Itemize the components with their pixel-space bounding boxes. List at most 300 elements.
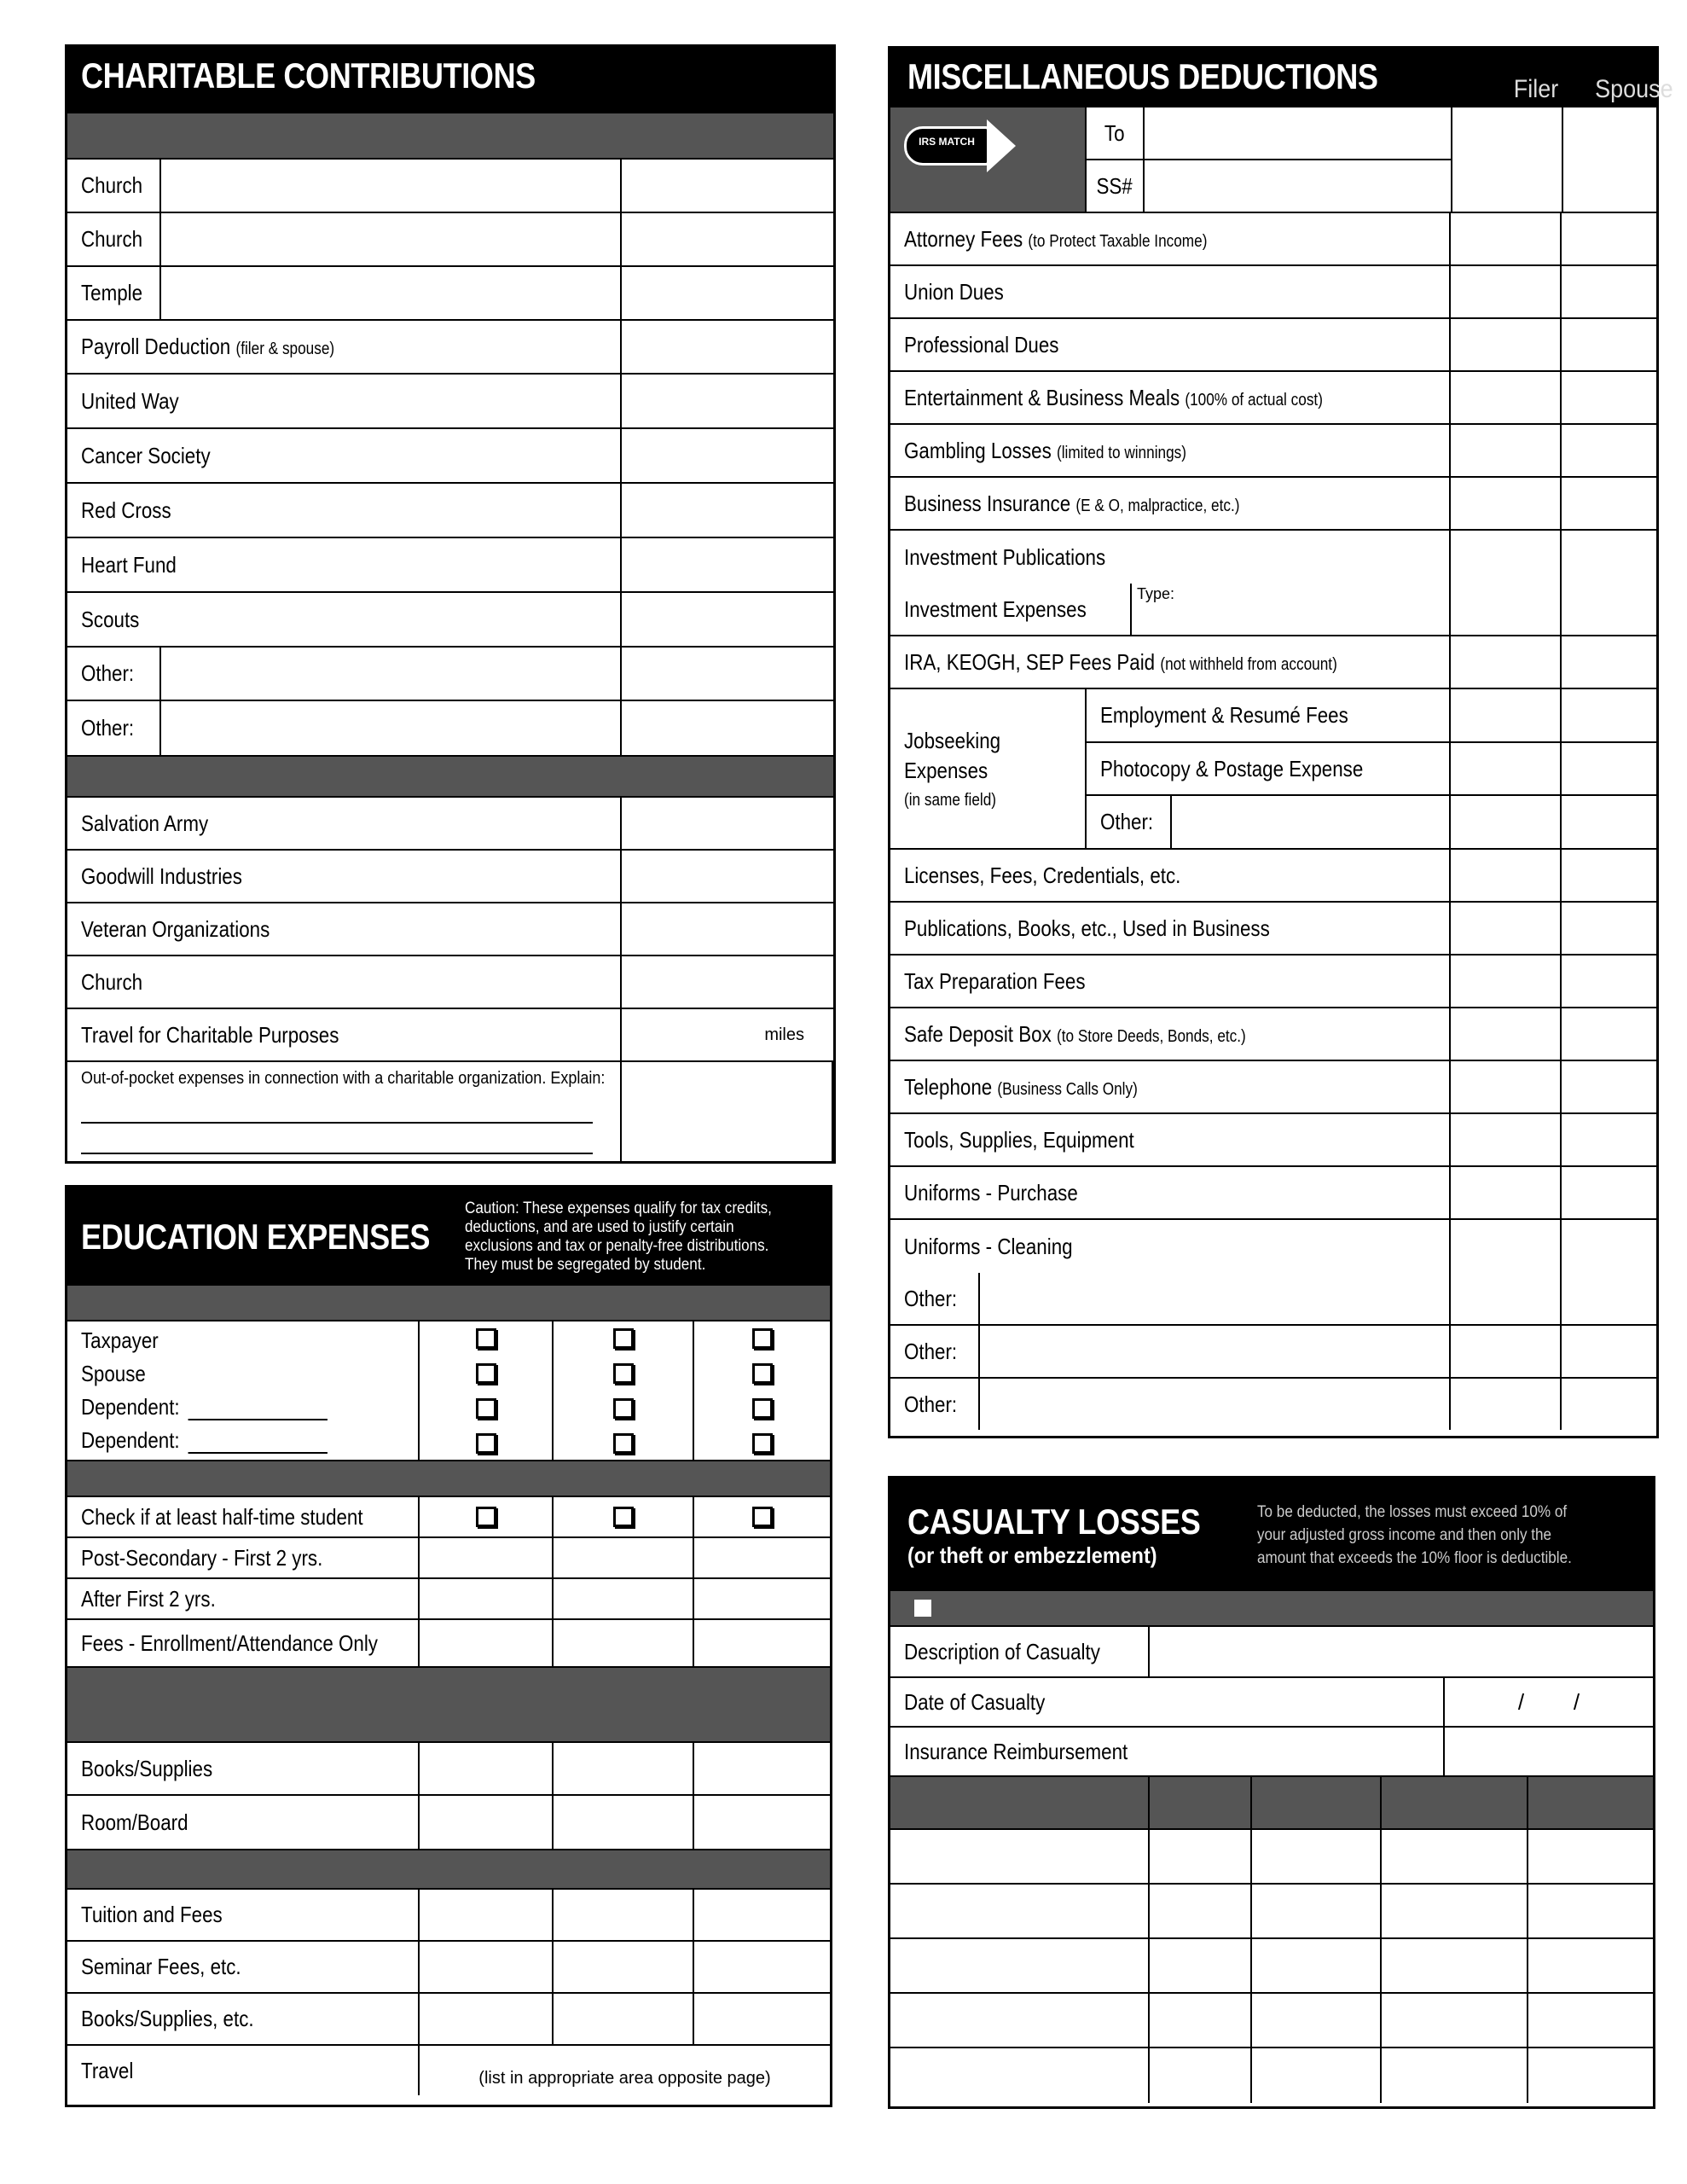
misc-deduction-label: Investment Publications — [904, 543, 1106, 570]
church-row-1 — [67, 160, 833, 213]
filer-amount-field[interactable] — [1451, 850, 1562, 901]
spouse-amount-field[interactable] — [1562, 1061, 1656, 1112]
misc-deduction-note: (100% of actual cost) — [1185, 390, 1323, 410]
spouse-amount-field[interactable] — [1562, 1114, 1656, 1165]
misc-deduction-label: Uniforms - Purchase — [904, 1179, 1078, 1205]
misc-other-label: Other: — [904, 1338, 958, 1364]
oop-explain-line[interactable] — [81, 1122, 593, 1124]
org-row — [67, 484, 833, 538]
filer-amount-field[interactable] — [1451, 425, 1562, 476]
spouse-amount-field[interactable] — [1562, 1273, 1656, 1324]
level-field[interactable] — [554, 1620, 694, 1666]
spouse-amount-field[interactable] — [1562, 636, 1656, 688]
job-row — [67, 1942, 830, 1994]
spouse-amount-field[interactable] — [1562, 903, 1656, 954]
filer-amount-field[interactable] — [1451, 1008, 1562, 1060]
church-label: Church — [81, 226, 143, 252]
misc-title: MISCELLANEOUS DEDUCTIONS — [907, 56, 1378, 96]
spouse-amount-field[interactable] — [1562, 372, 1656, 423]
misc-deduction-row — [890, 1061, 1656, 1114]
insurance-reimbursement-row — [890, 1728, 1653, 1777]
level-field[interactable] — [694, 1538, 830, 1577]
spouse-amount-field[interactable] — [1562, 743, 1656, 795]
ira-fees-note: (not withheld from account) — [1160, 654, 1337, 674]
spouse-amount-field[interactable] — [1562, 584, 1656, 635]
travel-label: Travel — [81, 2057, 134, 2083]
jobseeking-row — [890, 689, 1656, 850]
level-label: After First 2 yrs. — [81, 1585, 216, 1612]
misc-deduction-label: Tax Preparation Fees — [904, 967, 1086, 994]
other-label: Other: — [81, 660, 135, 686]
casualty-item-field[interactable] — [890, 1994, 1150, 2047]
noncash-amount-field[interactable] — [622, 851, 833, 902]
spouse-amount-field[interactable] — [1562, 689, 1656, 741]
supplies-row — [67, 1796, 830, 1849]
casualty-losses-section — [888, 1476, 1655, 2109]
supplies-field[interactable] — [420, 1796, 554, 1849]
irs-match-label: IRS MATCH — [919, 136, 975, 148]
student-checkbox-column — [694, 1321, 830, 1460]
travel-miles-field[interactable] — [622, 1009, 833, 1060]
church-amount-field[interactable] — [622, 160, 833, 212]
org-amount-field[interactable] — [622, 538, 833, 591]
supplies-field[interactable] — [694, 1796, 830, 1849]
job-field[interactable] — [554, 1890, 694, 1940]
misc-deduction-row — [890, 1008, 1656, 1061]
spouse-amount-field[interactable] — [1562, 1008, 1656, 1060]
casualty-item-row — [890, 2048, 1653, 2103]
job-field[interactable] — [694, 1942, 830, 1992]
casualty-item-field[interactable] — [890, 1830, 1150, 1883]
noncash-amount-field[interactable] — [622, 956, 833, 1008]
misc-deduction-label: Safe Deposit Box — [904, 1020, 1052, 1047]
filer-amount-field[interactable] — [1451, 689, 1562, 741]
org-row — [67, 429, 833, 484]
org-amount-field[interactable] — [622, 429, 833, 482]
supplies-row — [67, 1743, 830, 1796]
student-checkbox[interactable] — [752, 1328, 773, 1349]
student-checkbox[interactable] — [476, 1363, 496, 1384]
investment-type-field[interactable] — [1132, 584, 1451, 635]
level-field[interactable] — [420, 1538, 554, 1577]
other-row — [67, 648, 833, 701]
misc-deduction-row — [890, 213, 1656, 266]
noncash-amount-field[interactable] — [622, 798, 833, 849]
other-label: Other: — [81, 715, 135, 741]
casualty-item-field[interactable] — [1528, 1885, 1653, 1937]
casualty-item-field[interactable] — [1150, 1939, 1252, 1992]
spouse-label: Spouse — [81, 1361, 146, 1386]
church-name-field[interactable] — [161, 213, 622, 265]
casualty-subheader — [890, 1591, 1653, 1627]
casualty-item-field[interactable] — [1252, 1830, 1382, 1883]
charitable-title: CHARITABLE CONTRIBUTIONS — [81, 55, 536, 96]
supplies-field[interactable] — [420, 1743, 554, 1794]
date-separators: / / — [1517, 1688, 1580, 1715]
education-title: EDUCATION EXPENSES — [81, 1216, 431, 1257]
insurance-reimbursement-label: Insurance Reimbursement — [904, 1738, 1128, 1764]
travel-label: Travel for Charitable Purposes — [81, 1021, 339, 1048]
filer-amount-field[interactable] — [1452, 107, 1563, 212]
misc-deduction-label: Business Insurance — [904, 490, 1071, 516]
filer-amount-field[interactable] — [1451, 1326, 1562, 1377]
job-field[interactable] — [694, 1890, 830, 1940]
misc-deduction-row — [890, 478, 1656, 531]
casualty-item-field[interactable] — [1528, 2048, 1653, 2103]
misc-deduction-label: Entertainment & Business Meals — [904, 384, 1180, 410]
casualty-item-row — [890, 1939, 1653, 1994]
org-row — [67, 375, 833, 429]
misc-deduction-row — [890, 266, 1656, 319]
church-label: Church — [81, 172, 143, 198]
misc-deduction-label: Uniforms - Cleaning — [904, 1233, 1073, 1259]
payroll-note: (filer & spouse) — [235, 340, 335, 358]
filer-amount-field[interactable] — [1451, 796, 1562, 848]
job-field[interactable] — [420, 1942, 554, 1992]
level-field[interactable] — [420, 1579, 554, 1618]
org-label: Scouts — [81, 606, 140, 632]
casualty-table-header — [890, 1777, 1653, 1830]
misc-deduction-row — [890, 1220, 1656, 1273]
casualty-description-row — [890, 1627, 1653, 1678]
casualty-item-field[interactable] — [890, 1885, 1150, 1937]
other-amount-field[interactable] — [622, 701, 833, 755]
casualty-item-field[interactable] — [1252, 1885, 1382, 1937]
misc-deduction-label: Gambling Losses — [904, 437, 1052, 463]
misc-deduction-row — [890, 531, 1656, 584]
student-checkbox[interactable] — [613, 1398, 634, 1419]
irs-match-arrow-icon — [904, 126, 989, 166]
misc-deduction-note: (E & O, malpractice, etc.) — [1075, 496, 1240, 515]
org-amount-field[interactable] — [622, 593, 833, 646]
misc-deduction-label: Telephone — [904, 1073, 993, 1100]
casualty-item-field[interactable] — [1382, 2048, 1528, 2103]
education-header — [67, 1188, 830, 1286]
casualty-col-header — [1382, 1777, 1528, 1828]
filer-amount-field[interactable] — [1451, 372, 1562, 423]
oop-label: Out-of-pocket expenses in connection with a charitable organization. Explain: — [81, 1069, 606, 1088]
student-row — [67, 1321, 830, 1461]
charitable-header — [67, 47, 833, 113]
spouse-amount-field[interactable] — [1562, 956, 1656, 1007]
filer-amount-field[interactable] — [1451, 1379, 1562, 1430]
education-subheader — [67, 1286, 830, 1321]
level-field[interactable] — [694, 1579, 830, 1618]
casualty-item-field[interactable] — [1528, 1939, 1653, 1992]
casualty-col-header — [1150, 1777, 1252, 1828]
job-field[interactable] — [420, 1994, 554, 2044]
casualty-checkbox[interactable] — [914, 1600, 931, 1617]
misc-header — [890, 46, 1673, 107]
org-row — [67, 538, 833, 593]
casualty-date-row — [890, 1678, 1653, 1728]
spouse-amount-field[interactable] — [1562, 266, 1656, 317]
misc-deduction-note: (to Protect Taxable Income) — [1028, 231, 1208, 251]
casualty-item-field[interactable] — [1528, 1994, 1653, 2047]
student-checkbox[interactable] — [752, 1398, 773, 1419]
education-subheader-2 — [67, 1461, 830, 1497]
investment-expenses-label: Investment Expenses — [904, 595, 1087, 622]
payee-row — [890, 107, 1656, 213]
payee-to-field[interactable] — [1145, 107, 1451, 159]
job-label: Tuition and Fees — [81, 1902, 223, 1927]
casualty-item-field[interactable] — [1150, 2048, 1252, 2103]
job-row — [67, 1890, 830, 1942]
level-label: Post-Secondary - First 2 yrs. — [81, 1544, 323, 1571]
filer-amount-field[interactable] — [1451, 213, 1562, 264]
spouse-amount-field[interactable] — [1562, 531, 1656, 584]
casualty-date-label: Date of Casualty — [904, 1688, 1046, 1715]
misc-deduction-label: Tools, Supplies, Equipment — [904, 1126, 1134, 1153]
dependent-name-line[interactable] — [188, 1419, 328, 1420]
misc-deduction-label: Publications, Books, etc., Used in Business — [904, 915, 1270, 941]
misc-deduction-label: Licenses, Fees, Credentials, etc. — [904, 862, 1181, 888]
payroll-amount-field[interactable] — [622, 321, 833, 373]
dependent-name-line[interactable] — [188, 1452, 328, 1454]
education-caution: Caution: These expenses qualify for tax credits, deductions, and are used to justify certain exclusions and tax or penalty-free distributions. They must be segregated by student. — [465, 1199, 772, 1274]
other-row — [67, 701, 833, 755]
casualty-item-field[interactable] — [1382, 1994, 1528, 2047]
org-amount-field[interactable] — [622, 484, 833, 537]
filer-amount-field[interactable] — [1451, 584, 1562, 635]
filer-amount-field[interactable] — [1451, 743, 1562, 795]
spouse-amount-field[interactable] — [1562, 850, 1656, 901]
org-label: Heart Fund — [81, 551, 177, 578]
supplies-field[interactable] — [554, 1743, 694, 1794]
insurance-reimbursement-field[interactable] — [1445, 1728, 1653, 1775]
temple-label: Temple — [81, 280, 143, 305]
casualty-item-field[interactable] — [890, 1939, 1150, 1992]
job-row — [67, 1994, 830, 2046]
casualty-subtitle: (or theft or embezzlement) — [907, 1542, 1157, 1568]
casualty-item-field[interactable] — [1150, 1994, 1252, 2047]
dependent-label: Dependent: — [81, 1427, 180, 1453]
oop-explain-line[interactable] — [81, 1153, 593, 1154]
jobseeking-title: Jobseeking — [904, 727, 1001, 753]
student-checkbox[interactable] — [613, 1328, 634, 1349]
job-label: Seminar Fees, etc. — [81, 1954, 241, 1979]
oop-row — [67, 1062, 833, 1162]
casualty-item-field[interactable] — [890, 2048, 1150, 2103]
jobseeking-other-field[interactable] — [1172, 796, 1451, 848]
student-checkbox-column — [554, 1321, 694, 1460]
temple-name-field[interactable] — [161, 267, 622, 319]
spouse-amount-field[interactable] — [1562, 478, 1656, 529]
charitable-subheader — [67, 113, 833, 160]
supplies-field[interactable] — [694, 1743, 830, 1794]
level-field[interactable] — [554, 1579, 694, 1618]
casualty-description-field[interactable] — [1150, 1627, 1653, 1676]
job-field[interactable] — [554, 1994, 694, 2044]
misc-deduction-row — [890, 1167, 1656, 1220]
misc-deduction-note: (Business Calls Only) — [997, 1079, 1138, 1099]
casualty-item-field[interactable] — [1252, 1939, 1382, 1992]
filer-amount-field[interactable] — [1451, 1273, 1562, 1324]
jobseeking-other-label: Other: — [1100, 809, 1154, 835]
type-label: Type: — [1137, 585, 1175, 602]
job-label: Books/Supplies, etc. — [81, 2006, 254, 2031]
supplies-label: Room/Board — [81, 1809, 188, 1835]
temple-row — [67, 267, 833, 321]
misc-deduction-label: Union Dues — [904, 278, 1004, 305]
casualty-item-row — [890, 1885, 1653, 1939]
student-checkbox[interactable] — [752, 1433, 773, 1454]
job-field[interactable] — [420, 1890, 554, 1940]
student-checkbox[interactable] — [613, 1433, 634, 1454]
noncash-label: Church — [81, 968, 143, 995]
misc-deduction-row — [890, 319, 1656, 372]
filer-amount-field[interactable] — [1451, 319, 1562, 370]
filer-amount-field[interactable] — [1451, 1167, 1562, 1218]
casualty-col-header — [1528, 1777, 1653, 1828]
filer-amount-field[interactable] — [1451, 266, 1562, 317]
job-field[interactable] — [554, 1942, 694, 1992]
casualty-item-field[interactable] — [1528, 1830, 1653, 1883]
level-field[interactable] — [694, 1620, 830, 1666]
other-amount-field[interactable] — [622, 648, 833, 700]
filer-amount-field[interactable] — [1451, 956, 1562, 1007]
misc-deduction-row — [890, 1114, 1656, 1167]
casualty-item-field[interactable] — [1150, 1885, 1252, 1937]
filer-label: Filer — [1513, 75, 1559, 103]
spouse-amount-field[interactable] — [1562, 319, 1656, 370]
casualty-item-field[interactable] — [1150, 1830, 1252, 1883]
misc-other-row — [890, 1326, 1656, 1379]
filer-amount-field[interactable] — [1451, 478, 1562, 529]
casualty-item-row — [890, 1830, 1653, 1885]
oop-amount-field[interactable] — [622, 1062, 833, 1162]
casualty-col-header — [1252, 1777, 1382, 1828]
filer-amount-field[interactable] — [1451, 1061, 1562, 1112]
casualty-item-field[interactable] — [1252, 1994, 1382, 2047]
spouse-amount-field[interactable] — [1562, 1326, 1656, 1377]
irs-match-arrowhead-icon — [987, 119, 1016, 172]
halftime-checkbox[interactable] — [476, 1507, 496, 1527]
student-checkbox[interactable] — [613, 1363, 634, 1384]
casualty-note: To be deducted, the losses must exceed 10% of your adjusted gross income and then only the amount that exceeds the 10% floor is deductible. — [1257, 1502, 1572, 1567]
halftime-checkbox[interactable] — [752, 1507, 773, 1527]
misc-other-label: Other: — [904, 1391, 958, 1417]
casualty-col-header — [890, 1777, 1150, 1828]
halftime-checkbox[interactable] — [613, 1507, 634, 1527]
level-row — [67, 1579, 830, 1620]
education-subheader-4 — [67, 1849, 830, 1890]
spouse-amount-field[interactable] — [1563, 107, 1656, 212]
misc-deduction-row — [890, 372, 1656, 425]
student-checkbox[interactable] — [476, 1398, 496, 1419]
ira-fees-label: IRA, KEOGH, SEP Fees Paid — [904, 648, 1156, 675]
education-subheader-3 — [67, 1666, 830, 1743]
misc-deduction-row — [890, 903, 1656, 956]
noncash-label: Salvation Army — [81, 810, 209, 836]
other-name-field[interactable] — [161, 648, 622, 700]
charitable-contributions-section — [65, 44, 836, 1164]
level-label: Fees - Enrollment/Attendance Only — [81, 1629, 378, 1656]
casualty-item-field[interactable] — [1382, 1939, 1528, 1992]
filer-amount-field[interactable] — [1451, 636, 1562, 688]
spouse-label: Spouse — [1595, 75, 1673, 103]
misc-deduction-label: Attorney Fees — [904, 225, 1023, 252]
spouse-amount-field[interactable] — [1562, 213, 1656, 264]
student-checkbox[interactable] — [752, 1363, 773, 1384]
org-amount-field[interactable] — [622, 375, 833, 427]
education-expenses-section — [65, 1185, 832, 2107]
filer-amount-field[interactable] — [1451, 531, 1562, 584]
jobseeking-title: Expenses — [904, 757, 988, 783]
irs-match-block — [890, 107, 1087, 212]
spouse-amount-field[interactable] — [1562, 796, 1656, 848]
taxpayer-label: Taxpayer — [81, 1327, 159, 1353]
level-row — [67, 1538, 830, 1579]
travel-row — [67, 1009, 833, 1062]
misc-deduction-note: (to Store Deeds, Bonds, etc.) — [1056, 1026, 1246, 1046]
supplies-label: Books/Supplies — [81, 1755, 213, 1781]
job-field[interactable] — [694, 1994, 830, 2044]
noncash-row — [67, 903, 833, 956]
casualty-item-field[interactable] — [1382, 1830, 1528, 1883]
casualty-description-label: Description of Casualty — [904, 1638, 1100, 1664]
temple-amount-field[interactable] — [622, 267, 833, 319]
jobseeking-item-label: Employment & Resumé Fees — [1100, 701, 1348, 728]
level-field[interactable] — [554, 1538, 694, 1577]
filer-amount-field[interactable] — [1451, 1220, 1562, 1273]
ira-fees-row — [890, 636, 1656, 689]
payee-ss-field[interactable] — [1145, 160, 1451, 212]
noncash-row — [67, 798, 833, 851]
misc-other-field[interactable] — [980, 1273, 1451, 1324]
filer-amount-field[interactable] — [1451, 1114, 1562, 1165]
travel-field[interactable] — [420, 2046, 830, 2095]
noncash-subheader — [67, 755, 833, 798]
casualty-item-field[interactable] — [1252, 2048, 1382, 2103]
casualty-item-row — [890, 1994, 1653, 2048]
misc-deductions-section — [888, 46, 1673, 1438]
student-checkbox[interactable] — [476, 1433, 496, 1454]
spouse-amount-field[interactable] — [1562, 1379, 1656, 1430]
org-label: Red Cross — [81, 497, 171, 523]
noncash-amount-field[interactable] — [622, 903, 833, 955]
student-checkbox-column — [420, 1321, 554, 1460]
misc-other-field[interactable] — [980, 1326, 1451, 1377]
payroll-row — [67, 321, 833, 375]
org-label: United Way — [81, 387, 179, 414]
other-name-field[interactable] — [161, 701, 622, 755]
misc-other-row — [890, 1379, 1656, 1430]
noncash-label: Veteran Organizations — [81, 915, 270, 942]
spouse-amount-field[interactable] — [1562, 425, 1656, 476]
church-amount-field[interactable] — [622, 213, 833, 265]
spouse-amount-field[interactable] — [1562, 1167, 1656, 1218]
misc-other-field[interactable] — [980, 1379, 1451, 1430]
misc-deduction-row — [890, 956, 1656, 1008]
filer-amount-field[interactable] — [1451, 903, 1562, 954]
supplies-field[interactable] — [554, 1796, 694, 1849]
student-checkbox[interactable] — [476, 1328, 496, 1349]
noncash-label: Goodwill Industries — [81, 863, 242, 889]
misc-deduction-row — [890, 850, 1656, 903]
org-label: Cancer Society — [81, 442, 211, 468]
church-name-field[interactable] — [161, 160, 622, 212]
misc-other-label: Other: — [904, 1285, 958, 1311]
level-field[interactable] — [420, 1620, 554, 1666]
misc-deduction-label: Professional Dues — [904, 331, 1059, 357]
misc-deduction-note: (limited to winnings) — [1056, 443, 1186, 462]
casualty-date-field[interactable] — [1445, 1678, 1653, 1726]
payroll-label: Payroll Deduction — [81, 334, 231, 359]
casualty-item-field[interactable] — [1382, 1885, 1528, 1937]
casualty-title: CASUALTY LOSSES — [907, 1501, 1201, 1542]
spouse-amount-field[interactable] — [1562, 1220, 1656, 1273]
